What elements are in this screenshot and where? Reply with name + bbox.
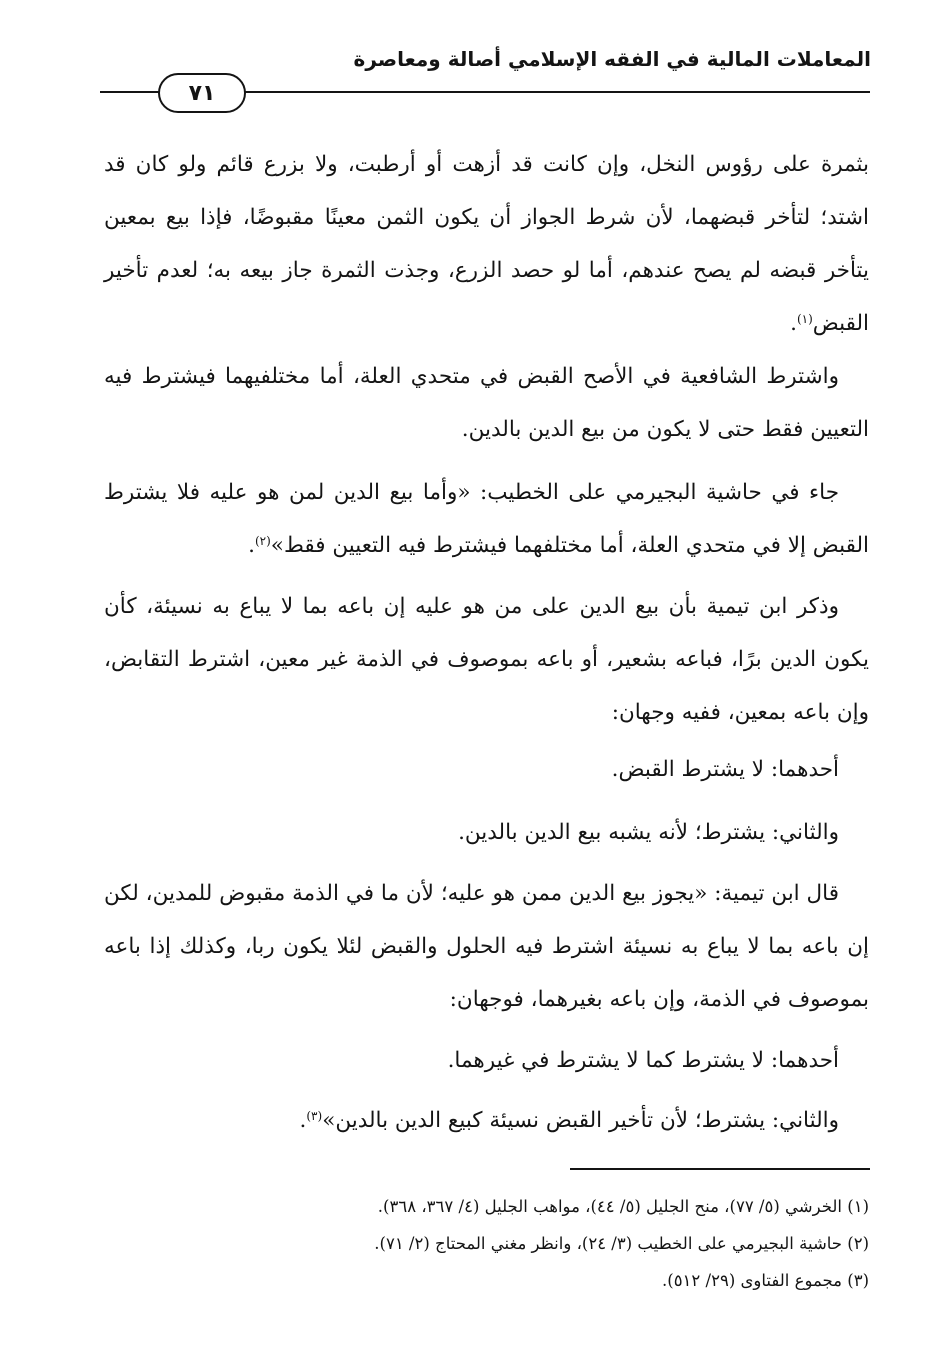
running-header-title: المعاملات المالية في الفقه الإسلامي أصالة ومعاصرة <box>353 47 871 71</box>
paragraph-3 <box>104 466 869 572</box>
paragraph-text: وذكر ابن تيمية بأن بيع الدين على من هو عليه إن باعه بما لا يباع به نسيئة، كأن يكون الدين برًا، فباعه بشعير، أو باعه بموصوف في الذمة غير معين، اشترط التقابض، وإن باعه بمعين، ففيه وجهان: <box>104 594 869 725</box>
footnotes-list <box>99 1188 869 1299</box>
footnote-ref: (١) <box>796 312 813 326</box>
paragraph-text: والثاني: يشترط؛ لأن تأخير القبض نسيئة كبيع الدين بالدين» <box>322 1108 839 1133</box>
footnote-item: (١) الخرشي (٥/ ٧٧)، منح الجليل (٥/ ٤٤)، مواهب الجليل (٤/ ٣٦٧، ٣٦٨). <box>377 1197 869 1216</box>
paragraph-text: جاء في حاشية البجيرمي على الخطيب: «وأما بيع الدين لمن هو عليه فلا يشترط القبض إلا في متحدي العلة، أما مختلفهما فيشترط فيه التعيين فقط» <box>104 480 869 558</box>
footnote-divider <box>570 1168 870 1170</box>
paragraph-tail: . <box>299 1108 307 1133</box>
paragraph-5 <box>104 743 869 796</box>
footnote-item: (٢) حاشية البجيرمي على الخطيب (٣/ ٢٤)، وانظر مغني المحتاج (٢/ ٧١). <box>374 1234 869 1253</box>
paragraph-7 <box>104 867 869 1026</box>
paragraph-text: واشترط الشافعية في الأصح القبض في متحدي العلة، أما مختلفيهما فيشترط فيه التعيين فقط حتى لا يكون من بيع الدين بالدين. <box>104 364 869 442</box>
paragraph-1 <box>104 138 869 350</box>
paragraph-4 <box>104 580 869 739</box>
paragraph-tail: . <box>248 533 255 558</box>
paragraph-text: أحدهما: لا يشترط كما لا يشترط في غيرهما. <box>447 1048 839 1073</box>
paragraph-text: أحدهما: لا يشترط القبض. <box>611 757 839 782</box>
paragraph-2 <box>104 350 869 456</box>
paragraph-8 <box>104 1034 869 1087</box>
paragraph-9 <box>104 1094 869 1147</box>
paragraph-tail: . <box>790 311 797 336</box>
footnote-ref: (٢) <box>254 534 271 548</box>
footnote-item: (٣) مجموع الفتاوى (٢٩/ ٥١٢). <box>662 1271 869 1290</box>
paragraph-text: والثاني: يشترط؛ لأنه يشبه بيع الدين بالدين. <box>458 820 839 845</box>
footnote-ref: (٣) <box>306 1109 323 1123</box>
paragraph-text: قال ابن تيمية: «يجوز بيع الدين ممن هو عليه؛ لأن ما في الذمة مقبوض للمدين، لكن إن باعه بما لا يباع به نسيئة اشترط فيه الحلول والقبض لئلا يكون ربا، وكذلك إذا باعه بموصوف في الذمة، وإن باعه بغيرهما، فوجهان: <box>104 881 869 1012</box>
paragraph-6 <box>104 806 869 859</box>
page-number-badge: ٧١ <box>158 73 246 113</box>
paragraph-text: بثمرة على رؤوس النخل، وإن كانت قد أزهت أو أرطبت، ولا بزرع قائم ولو كان قد اشتد؛ لتأخر قبضهما، لأن شرط الجواز أن يكون الثمن معينًا مقبوضًا، فإذا بيع بمعين يتأخر قبضه لم يصح عندهم، أما لو حصد الزرع، وجذت الثمرة جاز بيعه به؛ لعدم تأخير القبض <box>104 152 869 336</box>
